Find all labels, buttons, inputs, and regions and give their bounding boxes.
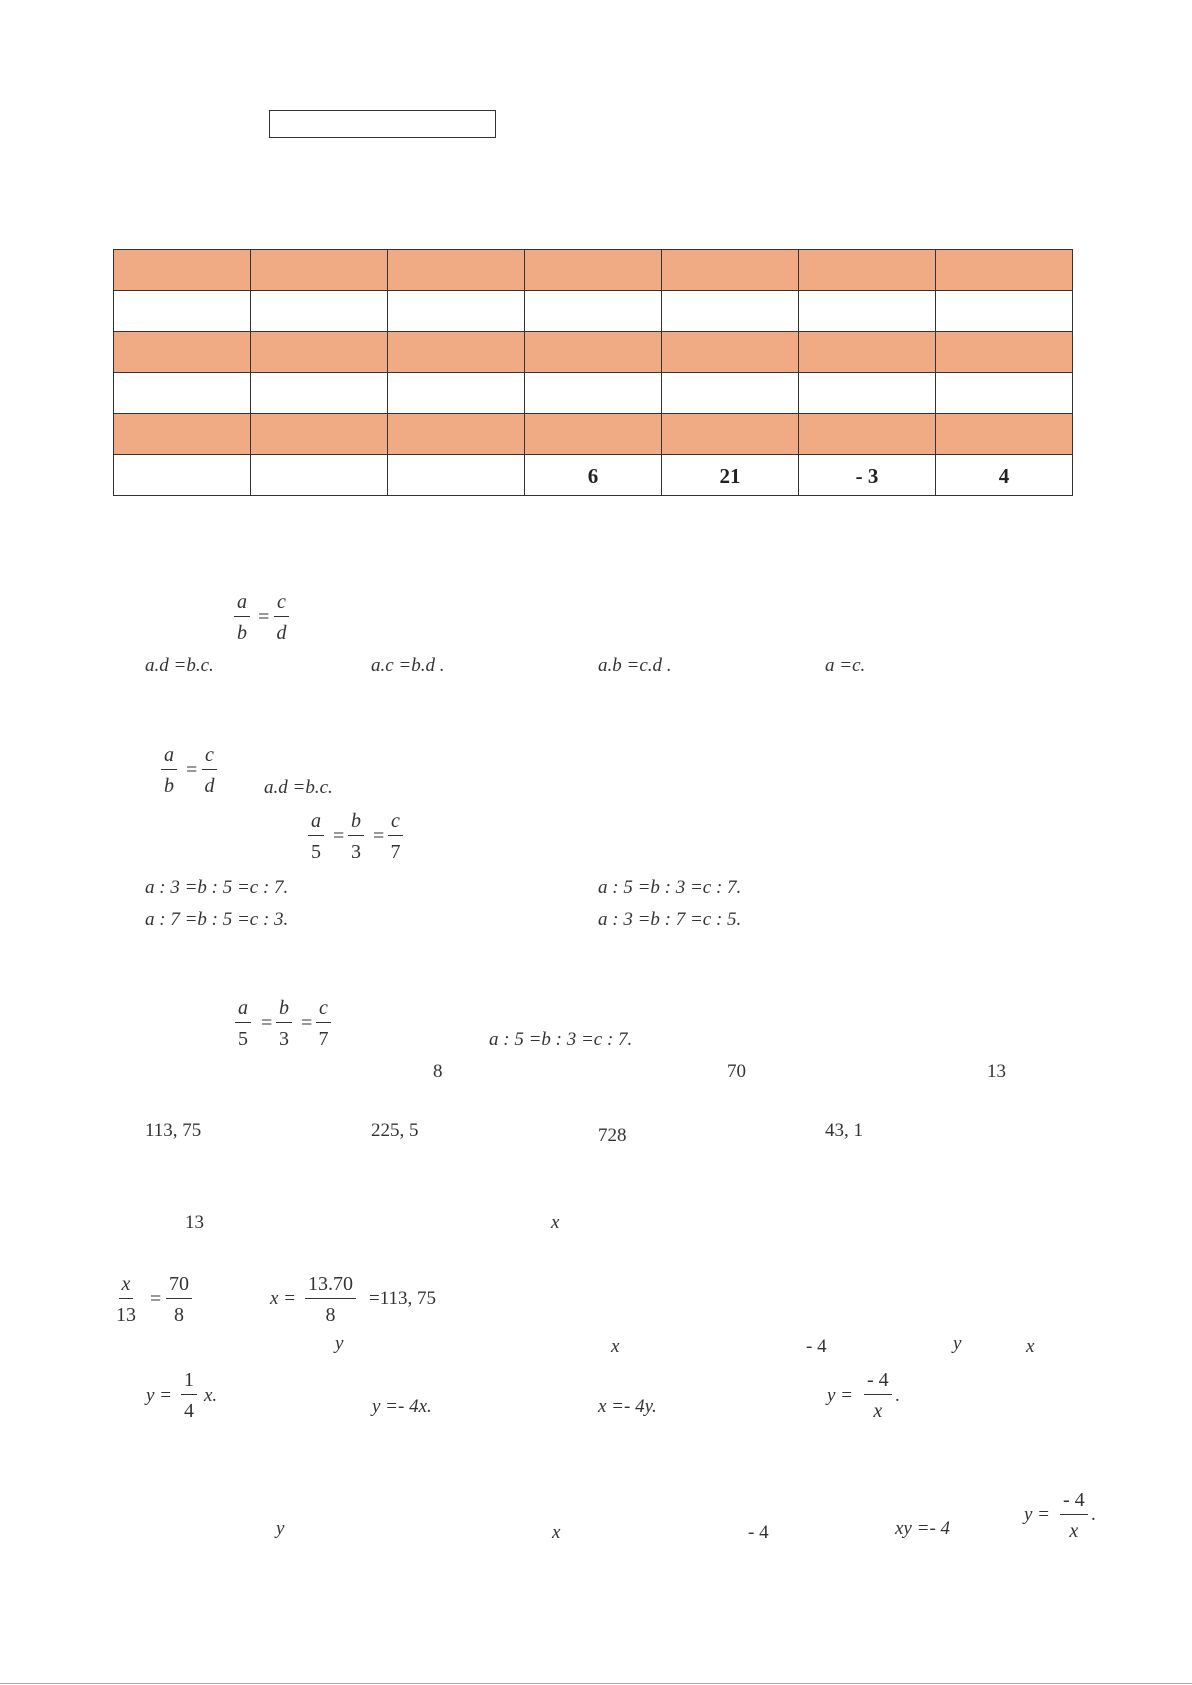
q3-number: 70	[727, 1061, 746, 1082]
q3-sol-fraction-70-8: $\frac{70}{8}$	[166, 1274, 192, 1325]
table-cell	[388, 414, 525, 455]
q1-option-c[interactable]: a.b =c.d .	[598, 655, 672, 676]
q4-opt-d-rhs: .	[895, 1385, 900, 1406]
q3-option-b[interactable]: 225, 5	[371, 1120, 419, 1141]
q2-option-d[interactable]: a : 3 =b : 7 =c : 5.	[598, 909, 742, 930]
q4-opt-a-lhs: y =	[146, 1385, 173, 1406]
table-cell	[799, 455, 936, 496]
q3-option-a[interactable]: 113, 75	[145, 1120, 202, 1141]
q4-sol-variable-y: y	[276, 1518, 285, 1539]
q4-sol-rhs: .	[1091, 1504, 1096, 1525]
table-cell	[388, 250, 525, 291]
q3-equals-1: =	[261, 1012, 273, 1034]
table-cell	[251, 455, 388, 496]
table-cell	[525, 332, 662, 373]
q3-option-c[interactable]: 728	[598, 1125, 627, 1146]
table-cell	[114, 414, 251, 455]
q2-equals-2: =	[373, 825, 385, 847]
table-cell	[936, 455, 1073, 496]
table-row	[114, 414, 1073, 455]
table-cell	[388, 291, 525, 332]
q3-option-d[interactable]: 43, 1	[825, 1120, 863, 1141]
table-cell	[525, 455, 662, 496]
answer-blank-box	[269, 110, 496, 138]
q1-fraction-cd: $\frac{c}{d}$	[274, 592, 289, 643]
q3-sol-x-equals: x =	[270, 1288, 297, 1309]
table-cell	[388, 332, 525, 373]
q3-number: 8	[433, 1061, 443, 1082]
table-cell	[388, 455, 525, 496]
q3-fraction-c7: $\frac{c}{7}$	[316, 998, 331, 1049]
q3-number: 13	[987, 1061, 1006, 1082]
q2-fraction-a5: $\frac{a}{5}$	[308, 811, 324, 862]
q4-variable-x: x	[611, 1336, 620, 1357]
table-cell	[662, 373, 799, 414]
table-row	[114, 250, 1073, 291]
q3-sol-result: =113, 75	[369, 1288, 437, 1309]
q3-fraction-a5: $\frac{a}{5}$	[235, 998, 251, 1049]
table-cell	[662, 332, 799, 373]
table-cell	[799, 250, 936, 291]
table-cell	[251, 414, 388, 455]
q2-fraction-b3: $\frac{b}{3}$	[348, 811, 364, 862]
q3-fraction-b3: $\frac{b}{3}$	[276, 998, 292, 1049]
table-cell	[114, 455, 251, 496]
table-cell	[251, 332, 388, 373]
q2-fraction-c7: $\frac{c}{7}$	[388, 811, 403, 862]
q3-sol-equals: =	[150, 1288, 162, 1310]
q1-option-b[interactable]: a.c =b.d .	[371, 655, 445, 676]
table-cell	[936, 291, 1073, 332]
table-cell	[525, 250, 662, 291]
table-cell	[799, 414, 936, 455]
q3-equals-2: =	[301, 1012, 313, 1034]
table-cell	[662, 250, 799, 291]
q3-sol-variable: x	[551, 1212, 560, 1233]
q4-sol-fraction: $\frac{- 4}{x}$	[1060, 1490, 1088, 1541]
table-cell	[251, 373, 388, 414]
q4-variable-y: y	[335, 1333, 344, 1354]
table-cell	[799, 291, 936, 332]
q4-option-b[interactable]: y =- 4x.	[372, 1396, 432, 1417]
q2-equals-1: =	[333, 825, 345, 847]
table-row	[114, 332, 1073, 373]
table-cell	[251, 291, 388, 332]
q1-equals: =	[258, 606, 270, 628]
table-cell	[388, 373, 525, 414]
q3-sol-calc-fraction: $\frac{13.70}{8}$	[305, 1274, 356, 1325]
table-cell	[114, 250, 251, 291]
table-row	[114, 291, 1073, 332]
q1-sol-equals: =	[186, 759, 198, 781]
table-cell	[799, 373, 936, 414]
q2-option-c[interactable]: a : 7 =b : 5 =c : 3.	[145, 909, 289, 930]
table-cell	[662, 291, 799, 332]
q2-option-b[interactable]: a : 5 =b : 3 =c : 7.	[598, 877, 742, 898]
page-bottom-border	[0, 1683, 1192, 1684]
q3-equivalent-ratio: a : 5 =b : 3 =c : 7.	[489, 1029, 633, 1050]
q3-sol-fraction-x13: $\frac{x}{13}$	[116, 1273, 136, 1326]
q3-sol-number: 13	[185, 1212, 204, 1233]
q4-opt-a-fraction: $\frac{1}{4}$	[181, 1370, 197, 1421]
table-cell	[525, 373, 662, 414]
q4-sol-lhs: y =	[1024, 1504, 1051, 1525]
table-cell	[936, 250, 1073, 291]
q4-option-c[interactable]: x =- 4y.	[598, 1396, 657, 1417]
q4-constant: - 4	[806, 1336, 827, 1357]
q4-variable-x: x	[1026, 1336, 1035, 1357]
q4-opt-a-rhs: x.	[204, 1385, 218, 1406]
table-cell	[936, 332, 1073, 373]
q1-sol-fraction-ab: $\frac{a}{b}$	[161, 745, 177, 796]
table-cell	[662, 455, 799, 496]
table-cell	[936, 414, 1073, 455]
q4-opt-d-fraction: $\frac{- 4}{x}$	[864, 1370, 892, 1421]
q1-option-d[interactable]: a =c.	[825, 655, 866, 676]
answer-value: 21	[719, 464, 741, 488]
table-cell	[114, 291, 251, 332]
table-row	[114, 373, 1073, 414]
answer-value: 6	[587, 464, 599, 488]
q1-sol-fraction-cd: $\frac{c}{d}$	[202, 745, 217, 796]
q4-sol-constant: - 4	[748, 1522, 769, 1543]
table-cell	[114, 332, 251, 373]
q1-option-a[interactable]: a.d =b.c.	[145, 655, 214, 676]
q1-sol-result: a.d =b.c.	[264, 777, 333, 798]
table-row	[114, 455, 1073, 496]
q1-fraction-ab: $\frac{a}{b}$	[234, 592, 250, 643]
answer-value: 4	[998, 464, 1010, 488]
table-cell	[662, 414, 799, 455]
table-cell	[114, 373, 251, 414]
table-cell	[525, 414, 662, 455]
answer-value: - 3	[855, 464, 879, 488]
q4-sol-product: xy =- 4	[895, 1518, 951, 1539]
table-cell	[251, 250, 388, 291]
table-cell	[799, 332, 936, 373]
q4-sol-variable-x: x	[552, 1522, 561, 1543]
q2-option-a[interactable]: a : 3 =b : 5 =c : 7.	[145, 877, 289, 898]
table-cell	[525, 291, 662, 332]
q4-opt-d-lhs: y =	[827, 1385, 854, 1406]
q4-variable-y: y	[953, 1333, 962, 1354]
answer-table	[113, 249, 1073, 496]
table-cell	[936, 373, 1073, 414]
